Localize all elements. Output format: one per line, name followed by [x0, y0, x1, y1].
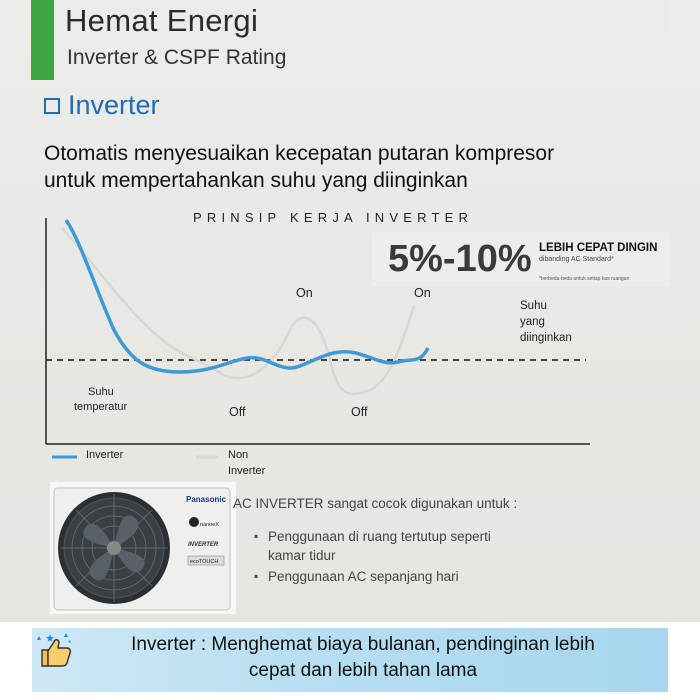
speed-compared: dibanding AC Standard* [539, 256, 614, 263]
bullet-1-line-2: kamar tidur [268, 548, 336, 563]
legend-inverter-label: Inverter [86, 449, 124, 461]
highlight-line-1: Inverter : Menghemat biaya bulanan, pendinginan lebih [131, 634, 595, 655]
description-line-2: untuk mempertahankan suhu yang diinginkan [44, 169, 468, 192]
non-inverter-curve [62, 228, 414, 394]
label-off-2: Off [351, 405, 368, 419]
brand-logo: Panasonic [186, 495, 227, 504]
label-on-2: On [414, 286, 431, 300]
chart-title: PRINSIP KERJA INVERTER [193, 210, 474, 225]
highlight-text [68, 632, 658, 684]
label-target-1: Suhu [520, 300, 547, 312]
label-on-1: On [296, 286, 313, 300]
list-item [254, 567, 491, 586]
inverter-badge: INVERTER [188, 542, 219, 548]
speed-label: LEBIH CEPAT DINGIN [539, 242, 658, 254]
bullet-1-line-1: ▪ Penggunaan di ruang tertutup seperti [268, 529, 491, 544]
legend-non-inverter-label-2: Inverter [228, 465, 266, 477]
label-off-1: Off [229, 405, 246, 419]
label-temp-1: Suhu [88, 386, 114, 398]
speed-note: *berbeda-beda untuk setiap kas ruangan [539, 276, 630, 282]
nanoe-badge: nanoeX [200, 522, 219, 528]
ac-info-intro: AC INVERTER sangat cocok digunakan untuk : [233, 496, 518, 511]
label-target-3: diinginkan [520, 332, 572, 344]
label-temp-2: temperatur [74, 401, 128, 413]
speed-percent: 5%-10% [388, 238, 532, 280]
section-heading-label: Inverter [68, 90, 160, 120]
ac-usage-list [254, 527, 491, 588]
bullet-2: ▪ Penggunaan AC sepanjang hari [268, 569, 459, 584]
description-line-1: Otomatis menyesuaikan kecepatan putaran kompresor [44, 142, 555, 165]
outdoor-unit-image [50, 482, 236, 614]
page-title: Hemat Energi [65, 3, 259, 38]
list-item [254, 527, 491, 565]
ecotouch-badge: ecoTOUCH [190, 559, 219, 565]
legend-non-inverter-label-1: Non [228, 449, 249, 461]
highlight-line-2: cepat dan lebih tahan lama [248, 660, 478, 681]
label-target-2: yang [520, 316, 545, 328]
page-subtitle: Inverter & CSPF Rating [67, 46, 287, 69]
